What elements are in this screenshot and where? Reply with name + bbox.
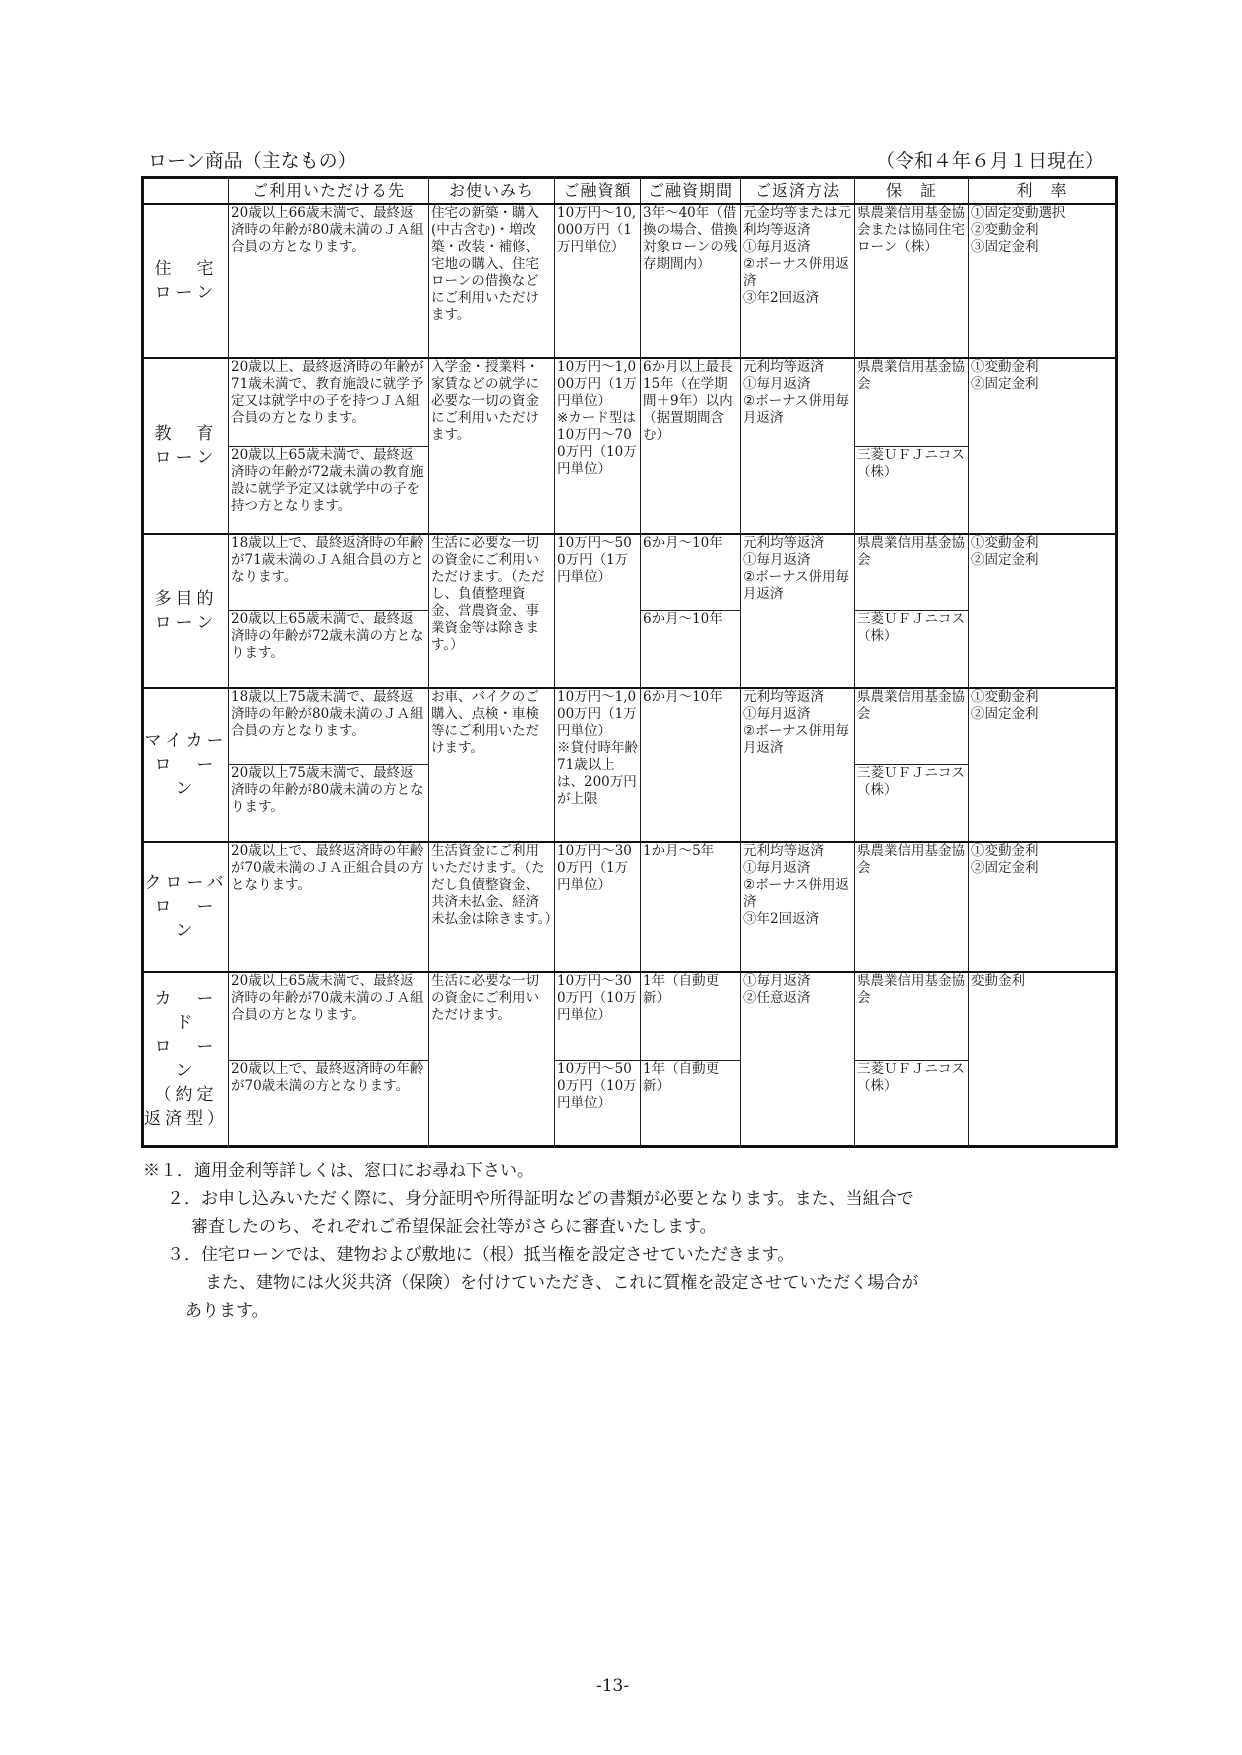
footnote-3-cont: また、建物には火災共済（保険）を付けていただき、これに質権を設定させていただく場合が [205, 1273, 919, 1293]
use-cell: お車、バイクのご購入、点検・車検等にご利用いただけます。 [429, 688, 555, 842]
product-name: 教 育 ローン [143, 358, 229, 534]
eligibility-cell: 20歳以上65歳未満で、最終返済時の年齢が72歳未満の方となります。 [229, 610, 429, 688]
rate-cell: ①変動金利 ②固定金利 [969, 842, 1117, 972]
col-header-rate: 利 率 [969, 178, 1117, 205]
table-title: ローン商品（主なもの） [148, 150, 357, 172]
eligibility-cell: 20歳以上で、最終返済時の年齢が70歳未満の方となります。 [229, 1060, 429, 1146]
guarantee-cell: 県農業信用基金協会 [855, 534, 969, 610]
eligibility-cell: 20歳以上、最終返済時の年齢が71歳未満で、教育施設に就学予定又は就学中の子を持つＪＡ組合員の方となります。 [229, 358, 429, 446]
page-number: -13- [596, 1676, 630, 1696]
amount-cell: 10万円～10,000万円（1万円単位） [555, 204, 641, 358]
use-cell: 生活に必要な一切の資金にご利用いただけます。 [429, 972, 555, 1146]
period-cell: 1か月～5年 [641, 842, 741, 972]
rate-cell: 変動金利 [969, 972, 1117, 1146]
col-header-eligibility: ご利用いただける先 [229, 178, 429, 205]
col-header-repayment: ご返済方法 [741, 178, 855, 205]
eligibility-cell: 20歳以上で、最終返済時の年齢が70歳未満のＪＡ正組合員の方となります。 [229, 842, 429, 972]
table-row [143, 688, 1117, 764]
period-cell: 6か月～10年 [641, 534, 741, 610]
repayment-cell: 元金均等または元利均等返済 ①毎月返済 ②ボーナス併用返済 ③年2回返済 [741, 204, 855, 358]
rate-cell: ①変動金利 ②固定金利 [969, 534, 1117, 688]
period-cell: 6か月～10年 [641, 688, 741, 842]
col-header-product [143, 178, 229, 205]
product-name: 多目的 ローン [143, 534, 229, 688]
guarantee-cell: 県農業信用基金協会 [855, 842, 969, 972]
repayment-cell: 元利均等返済 ①毎月返済 ②ボーナス併用毎月返済 [741, 688, 855, 842]
repayment-cell: 元利均等返済 ①毎月返済 ②ボーナス併用毎月返済 [741, 534, 855, 688]
guarantee-cell: 県農業信用基金協会または協同住宅ローン（株） [855, 204, 969, 358]
rate-cell: ①変動金利 ②固定金利 [969, 688, 1117, 842]
col-header-guarantee: 保 証 [855, 178, 969, 205]
footnote-2-cont: 審査したのち、それぞれご希望保証会社等がさらに審査いたします。 [191, 1217, 717, 1237]
loan-products-table [141, 176, 1118, 1148]
product-name: クローバ ロ ー ン [143, 842, 229, 972]
amount-cell: 10万円～300万円（1万円単位） [555, 842, 641, 972]
amount-cell: 10万円～300万円（10万円単位） [555, 972, 641, 1060]
use-cell: 入学金・授業料・家賃などの就学に必要な一切の資金にご利用いただけます。 [429, 358, 555, 534]
eligibility-cell: 20歳以上66歳未満で、最終返済時の年齢が80歳未満のＪＡ組合員の方となります。 [229, 204, 429, 358]
header-row [143, 178, 1117, 205]
guarantee-cell: 県農業信用基金協会 [855, 358, 969, 446]
eligibility-cell: 20歳以上65歳未満で、最終返済時の年齢が70歳未満のＪＡ組合員の方となります。 [229, 972, 429, 1060]
table-row [143, 204, 1117, 358]
amount-cell: 10万円～500万円（1万円単位） [555, 534, 641, 688]
period-cell: 1年（自動更新） [641, 1060, 741, 1146]
eligibility-cell: 20歳以上75歳未満で、最終返済時の年齢が80歳未満の方となります。 [229, 764, 429, 842]
amount-cell: 10万円～1,000万円（1万円単位） ※貸付時年齢71歳以上は、200万円が上限 [555, 688, 641, 842]
use-cell: 住宅の新築・購入(中古含む)・増改築・改装・補修、宅地の購入、住宅ローンの借換などにご利用いただけます。 [429, 204, 555, 358]
amount-cell: 10万円～500万円（10万円単位） [555, 1060, 641, 1146]
col-header-amount: ご融資額 [555, 178, 641, 205]
product-name: マイカー ロ ー ン [143, 688, 229, 842]
amount-cell: 10万円～1,000万円（1万円単位） ※カード型は10万円～700万円（10万円単位） [555, 358, 641, 534]
eligibility-cell: 18歳以上で、最終返済時の年齢が71歳未満のＪＡ組合員の方となります。 [229, 534, 429, 610]
repayment-cell: 元利均等返済 ①毎月返済 ②ボーナス併用毎月返済 [741, 358, 855, 534]
guarantee-cell: 県農業信用基金協会 [855, 972, 969, 1060]
rate-cell: ①変動金利 ②固定金利 [969, 358, 1117, 534]
period-cell: 1年（自動更新） [641, 972, 741, 1060]
guarantee-cell: 三菱ＵＦＪニコス（株） [855, 1060, 969, 1146]
footnote-2: ２．お申し込みいただく際に、身分証明や所得証明などの書類が必要となります。また、当組合で [167, 1189, 914, 1209]
use-cell: 生活に必要な一切の資金にご利用いただけます。（ただし、負債整理資金、営農資金、事業資金等は除きます。） [429, 534, 555, 688]
footnote-1: ※１．適用金利等詳しくは、窓口にお尋ね下さい。 [143, 1161, 534, 1181]
repayment-cell: 元利均等返済 ①毎月返済 ②ボーナス併用返済 ③年2回返済 [741, 842, 855, 972]
guarantee-cell: 三菱ＵＦＪニコス（株） [855, 446, 969, 534]
footnotes [143, 1157, 1083, 1325]
repayment-cell: ①毎月返済 ②任意返済 [741, 972, 855, 1146]
period-cell: 6か月～10年 [641, 610, 741, 688]
rate-cell: ①固定変動選択 ②変動金利 ③固定金利 [969, 204, 1117, 358]
product-name: 住 宅 ローン [143, 204, 229, 358]
table-row [143, 534, 1117, 610]
eligibility-cell: 20歳以上65歳未満で、最終返済時の年齢が72歳未満の教育施設に就学予定又は就学中の子を持つ方となります。 [229, 446, 429, 534]
guarantee-cell: 三菱ＵＦＪニコス（株） [855, 610, 969, 688]
as-of-date: （令和４年６月１日現在） [876, 150, 1105, 172]
footnote-3-end: あります。 [185, 1301, 269, 1321]
table-row [143, 842, 1117, 972]
period-cell: 3年～40年（借換の場合、借換対象ローンの残存期間内） [641, 204, 741, 358]
guarantee-cell: 県農業信用基金協会 [855, 688, 969, 764]
table-row [143, 972, 1117, 1060]
table-row [143, 358, 1117, 446]
use-cell: 生活資金にご利用いただけます。（ただし負債整資金、共済未払金、経済未払金は除きます。） [429, 842, 555, 972]
eligibility-cell: 18歳以上75歳未満で、最終返済時の年齢が80歳未満のＪＡ組合員の方となります。 [229, 688, 429, 764]
product-name: カ ー ド ロ ー ン （約定 返済型） [143, 972, 229, 1146]
guarantee-cell: 三菱ＵＦＪニコス（株） [855, 764, 969, 842]
col-header-period: ご融資期間 [641, 178, 741, 205]
col-header-use: お使いみち [429, 178, 555, 205]
footnote-3: ３．住宅ローンでは、建物および敷地に（根）抵当権を設定させていただきます。 [167, 1245, 795, 1265]
period-cell: 6か月以上最長15年（在学期間＋9年）以内（据置期間含む） [641, 358, 741, 534]
table-body [143, 204, 1117, 1146]
